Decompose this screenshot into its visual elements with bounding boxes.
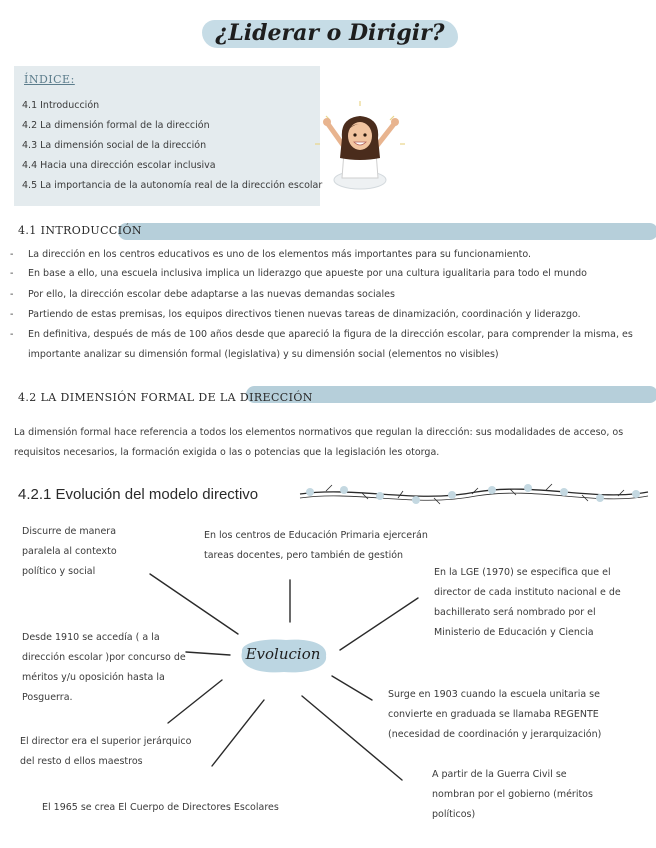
index-item: 4.3 La dimensión social de la dirección: [22, 140, 207, 151]
mindmap-node: El 1965 se crea El Cuerpo de Directores Escolares: [42, 802, 279, 813]
index-item: 4.5 La importancia de la autonomía real de la dirección escolar: [22, 180, 323, 191]
index-heading: ÍNDICE:: [24, 73, 75, 86]
mindmap-node: A partir de la Guerra Civil se nombran por el gobierno (méritos políticos): [432, 769, 593, 820]
bullet-item: [10, 245, 642, 265]
bullet-dash: -: [10, 309, 14, 320]
mindmap-node: Desde 1910 se accedía ( a la dirección escolar )por concurso de méritos y/u oposición hasta la Posguerra.: [22, 632, 186, 703]
avatar-illustration: [314, 100, 406, 192]
bullet-dash: -: [10, 289, 14, 300]
connector-line: [340, 598, 418, 650]
section-title-introduction: 4.1 INTRODUCCIÓN: [18, 224, 142, 237]
index-item: 4.4 Hacia una dirección escolar inclusiva: [22, 160, 216, 171]
center-node-label: Evolucion: [245, 645, 321, 663]
connector-line: [150, 574, 238, 634]
bullet-text: Partiendo de estas premisas, los equipos directivos tienen nuevas tareas de dinamización, coordinación y liderazgo.: [28, 309, 581, 320]
title-block: [196, 14, 464, 54]
bullet-text: En definitiva, después de más de 100 años desde que apareció la figura de la dirección escolar, para comprender la misma, es importante analizar su dimensión formal (legislativa) y su dimensión social (elementos no visibles): [28, 329, 633, 360]
vine-decoration: [296, 480, 652, 510]
page-title: ¿Liderar o Dirigir?: [215, 20, 445, 46]
mindmap-node: En los centros de Educación Primaria ejercerán tareas docentes, pero también de gestión: [204, 530, 428, 561]
index-box: [14, 66, 323, 206]
section-title-formal: 4.2 LA DIMENSIÓN FORMAL DE LA DIRECCIÓN: [18, 391, 313, 404]
connector-line: [302, 696, 402, 780]
mindmap-node: Surge en 1903 cuando la escuela unitaria se convierte en graduada se llamaba REGENTE (necesidad de coordinación y jerarquización): [388, 689, 602, 740]
bullet-dash: -: [10, 249, 14, 260]
bullet-item: [10, 325, 642, 365]
mindmap-node: En la LGE (1970) se especifica que el director de cada instituto nacional e de bachillerato será nombrado por el Ministerio de Educación y Ciencia: [434, 567, 621, 638]
connector-line: [212, 700, 264, 766]
formal-paragraph: La dimensión formal hace referencia a todos los elementos normativos que regulan la dirección: sus modalidades de acceso, os requisitos necesarios, la formación exigida o las o potencias que la legislación les otorga.: [14, 427, 624, 458]
section-header-bar: [118, 223, 656, 240]
connector-line: [332, 676, 372, 700]
bullet-dash: -: [10, 329, 14, 340]
bullet-item: [10, 305, 642, 325]
bullet-text: Por ello, la dirección escolar debe adaptarse a las nuevas demandas sociales: [28, 289, 395, 300]
bullet-text: La dirección en los centros educativos es uno de los elementos más importantes para su funcionamiento.: [28, 249, 531, 260]
index-item: 4.2 La dimensión formal de la dirección: [22, 120, 210, 131]
bullet-text: En base a ello, una escuela inclusiva implica un liderazgo que apueste por una cultura igualitaria para todo el mundo: [28, 268, 587, 279]
index-item: 4.1 Introducción: [22, 100, 100, 111]
mindmap-node: El director era el superior jerárquico del resto d ellos maestros: [20, 736, 192, 767]
bullet-dash: -: [10, 268, 14, 279]
mindmap-node: Discurre de manera paralela al contexto político y social: [22, 526, 117, 577]
subsection-title: 4.2.1 Evolución del modelo directivo: [18, 486, 259, 503]
connector-line: [186, 652, 230, 655]
bullet-item: [10, 285, 642, 305]
bullet-item: [10, 264, 642, 284]
